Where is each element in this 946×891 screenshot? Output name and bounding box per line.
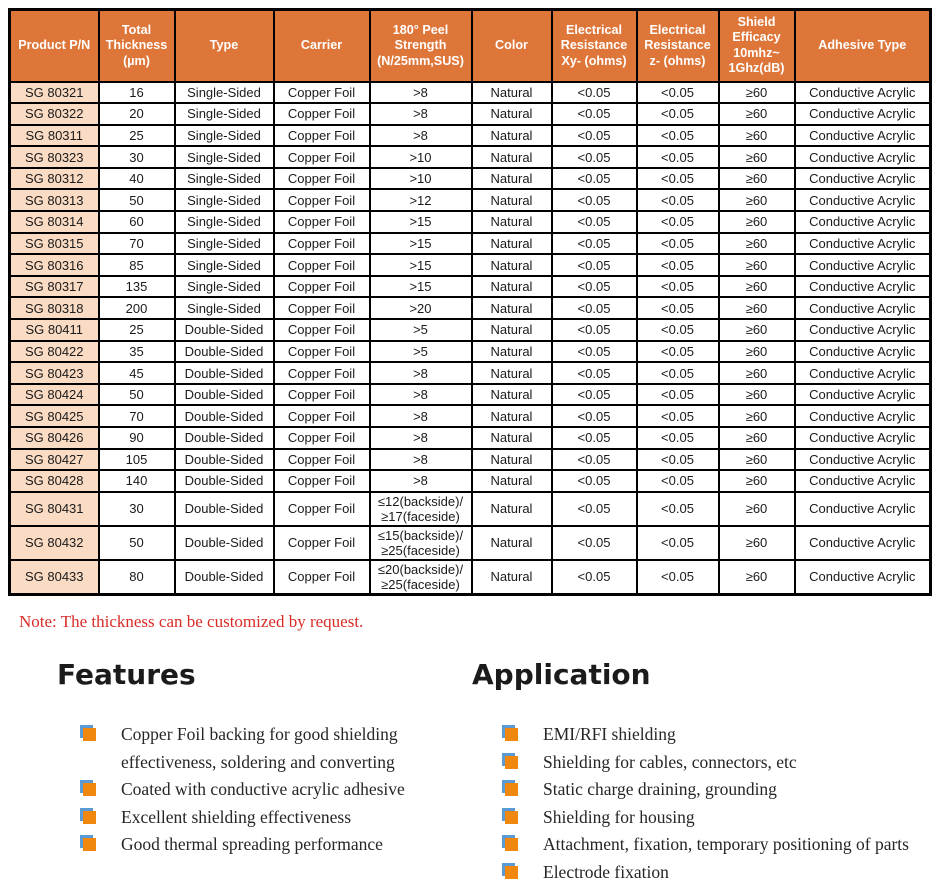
table-row	[10, 82, 931, 104]
table-cell: <0.05	[637, 362, 719, 384]
table-row	[10, 254, 931, 276]
table-cell: >8	[370, 125, 472, 147]
table-cell: <0.05	[552, 560, 637, 595]
table-cell: <0.05	[552, 427, 637, 449]
table-cell: Natural	[472, 168, 552, 190]
table-cell: Natural	[472, 362, 552, 384]
table-cell: Copper Foil	[274, 146, 370, 168]
product-pn-cell: SG 80425	[10, 405, 99, 427]
table-cell: Conductive Acrylic	[795, 233, 931, 255]
table-row	[10, 427, 931, 449]
table-cell: ≥60	[719, 146, 795, 168]
product-pn-cell: SG 80424	[10, 384, 99, 406]
table-cell: Natural	[472, 470, 552, 492]
table-row	[10, 492, 931, 526]
table-cell: 25	[99, 319, 175, 341]
product-pn-cell: SG 80428	[10, 470, 99, 492]
table-cell: ≥60	[719, 103, 795, 125]
bullet-square-icon	[83, 783, 96, 796]
application-section	[472, 658, 942, 886]
column-header: Shield Efficacy 10mhz~ 1Ghz(dB)	[719, 10, 795, 82]
table-cell: Conductive Acrylic	[795, 560, 931, 595]
column-header: Electrical Resistance z- (ohms)	[637, 10, 719, 82]
table-cell: Natural	[472, 103, 552, 125]
bullet-square-icon	[83, 838, 96, 851]
table-cell: <0.05	[637, 341, 719, 363]
table-cell: <0.05	[552, 233, 637, 255]
table-cell: >15	[370, 254, 472, 276]
table-cell: Conductive Acrylic	[795, 341, 931, 363]
table-cell: >15	[370, 276, 472, 298]
table-cell: Copper Foil	[274, 168, 370, 190]
table-cell: Natural	[472, 341, 552, 363]
table-cell: <0.05	[637, 297, 719, 319]
product-pn-cell: SG 80312	[10, 168, 99, 190]
table-cell: 30	[99, 146, 175, 168]
table-cell: 135	[99, 276, 175, 298]
table-cell: 105	[99, 449, 175, 471]
product-pn-cell: SG 80432	[10, 526, 99, 560]
table-row	[10, 276, 931, 298]
table-cell: <0.05	[637, 254, 719, 276]
table-cell: <0.05	[637, 427, 719, 449]
product-pn-cell: SG 80314	[10, 211, 99, 233]
product-pn-cell: SG 80318	[10, 297, 99, 319]
table-cell: <0.05	[552, 211, 637, 233]
table-cell: Single-Sided	[175, 103, 274, 125]
table-cell: Single-Sided	[175, 125, 274, 147]
table-cell: ≥60	[719, 560, 795, 595]
table-cell: Copper Foil	[274, 297, 370, 319]
product-pn-cell: SG 80313	[10, 189, 99, 211]
table-cell: Natural	[472, 254, 552, 276]
bullet-square-icon	[83, 728, 96, 741]
table-cell: 25	[99, 125, 175, 147]
table-cell: ≤20(backside)/ ≥25(faceside)	[370, 560, 472, 595]
table-cell: <0.05	[552, 319, 637, 341]
table-cell: <0.05	[637, 189, 719, 211]
list-item-text: Excellent shielding effectiveness	[121, 806, 352, 827]
table-cell: 35	[99, 341, 175, 363]
table-body	[10, 82, 931, 595]
table-cell: >8	[370, 82, 472, 104]
table-cell: ≥60	[719, 125, 795, 147]
table-cell: 50	[99, 526, 175, 560]
table-cell: ≥60	[719, 276, 795, 298]
table-cell: Double-Sided	[175, 405, 274, 427]
table-cell: <0.05	[637, 211, 719, 233]
table-cell: ≥60	[719, 168, 795, 190]
table-cell: <0.05	[552, 125, 637, 147]
table-cell: <0.05	[637, 405, 719, 427]
table-cell: Copper Foil	[274, 82, 370, 104]
table-cell: <0.05	[552, 168, 637, 190]
table-cell: >10	[370, 146, 472, 168]
list-item-text: Static charge draining, grounding	[543, 779, 777, 799]
table-row	[10, 103, 931, 125]
table-cell: >15	[370, 211, 472, 233]
table-cell: >8	[370, 449, 472, 471]
table-cell: Copper Foil	[274, 125, 370, 147]
table-cell: Double-Sided	[175, 560, 274, 595]
list-item	[505, 721, 942, 749]
bullet-square-icon	[83, 811, 96, 824]
table-cell: 70	[99, 233, 175, 255]
table-cell: ≥60	[719, 211, 795, 233]
table-cell: 80	[99, 560, 175, 595]
table-cell: ≥60	[719, 254, 795, 276]
table-cell: <0.05	[637, 82, 719, 104]
table-cell: Double-Sided	[175, 449, 274, 471]
table-cell: <0.05	[637, 384, 719, 406]
table-cell: Single-Sided	[175, 297, 274, 319]
product-pn-cell: SG 80423	[10, 362, 99, 384]
table-cell: <0.05	[552, 297, 637, 319]
table-cell: Natural	[472, 384, 552, 406]
table-cell: <0.05	[552, 82, 637, 104]
table-cell: ≥60	[719, 492, 795, 526]
table-cell: 70	[99, 405, 175, 427]
table-cell: Natural	[472, 276, 552, 298]
table-cell: Conductive Acrylic	[795, 211, 931, 233]
table-cell: Copper Foil	[274, 384, 370, 406]
table-cell: ≥60	[719, 319, 795, 341]
table-cell: <0.05	[637, 125, 719, 147]
bullet-square-icon	[505, 783, 518, 796]
list-item	[83, 776, 457, 804]
list-item	[83, 721, 457, 776]
table-cell: <0.05	[552, 254, 637, 276]
table-cell: Single-Sided	[175, 211, 274, 233]
table-row	[10, 125, 931, 147]
table-cell: Natural	[472, 526, 552, 560]
table-cell: Copper Foil	[274, 362, 370, 384]
table-header-row	[10, 10, 931, 82]
bullet-square-icon	[505, 811, 518, 824]
list-item-text: Attachment, fixation, temporary positioning of parts	[543, 834, 909, 854]
table-cell: Copper Foil	[274, 449, 370, 471]
table-cell: <0.05	[637, 492, 719, 526]
table-cell: <0.05	[637, 168, 719, 190]
table-cell: Conductive Acrylic	[795, 146, 931, 168]
table-cell: Single-Sided	[175, 276, 274, 298]
table-cell: ≥60	[719, 470, 795, 492]
table-cell: >8	[370, 384, 472, 406]
table-cell: Natural	[472, 319, 552, 341]
table-row	[10, 526, 931, 560]
table-cell: <0.05	[552, 470, 637, 492]
table-cell: ≥60	[719, 233, 795, 255]
table-cell: <0.05	[637, 233, 719, 255]
table-cell: <0.05	[637, 319, 719, 341]
table-cell: >10	[370, 168, 472, 190]
table-cell: Copper Foil	[274, 189, 370, 211]
table-row	[10, 341, 931, 363]
product-pn-cell: SG 80311	[10, 125, 99, 147]
table-cell: Conductive Acrylic	[795, 254, 931, 276]
column-header: Carrier	[274, 10, 370, 82]
table-cell: Single-Sided	[175, 82, 274, 104]
product-pn-cell: SG 80426	[10, 427, 99, 449]
table-cell: Copper Foil	[274, 526, 370, 560]
table-cell: ≥60	[719, 384, 795, 406]
table-cell: Conductive Acrylic	[795, 82, 931, 104]
table-cell: Conductive Acrylic	[795, 492, 931, 526]
table-cell: Natural	[472, 211, 552, 233]
table-cell: ≥60	[719, 449, 795, 471]
table-cell: <0.05	[637, 276, 719, 298]
table-cell: ≤12(backside)/ ≥17(faceside)	[370, 492, 472, 526]
table-cell: Conductive Acrylic	[795, 297, 931, 319]
list-item-text: EMI/RFI shielding	[543, 724, 676, 744]
product-pn-cell: SG 80323	[10, 146, 99, 168]
table-cell: 90	[99, 427, 175, 449]
column-header: Electrical Resistance Xy- (ohms)	[552, 10, 637, 82]
product-pn-cell: SG 80431	[10, 492, 99, 526]
table-cell: Copper Foil	[274, 276, 370, 298]
list-item	[505, 804, 942, 832]
table-cell: ≥60	[719, 82, 795, 104]
list-item-text: Shielding for cables, connectors, etc	[543, 751, 797, 772]
table-cell: Conductive Acrylic	[795, 168, 931, 190]
table-cell: ≥60	[719, 427, 795, 449]
table-cell: 140	[99, 470, 175, 492]
table-cell: Conductive Acrylic	[795, 103, 931, 125]
note-text: Note: The thickness can be customized by request.	[19, 612, 364, 631]
list-item-text: Shielding for housing	[543, 806, 695, 827]
table-row	[10, 470, 931, 492]
product-pn-cell: SG 80422	[10, 341, 99, 363]
table-cell: Conductive Acrylic	[795, 526, 931, 560]
table-row	[10, 297, 931, 319]
table-cell: ≥60	[719, 526, 795, 560]
table-cell: >8	[370, 470, 472, 492]
table-row	[10, 449, 931, 471]
table-cell: Single-Sided	[175, 189, 274, 211]
table-cell: <0.05	[552, 103, 637, 125]
table-cell: <0.05	[637, 146, 719, 168]
table-cell: Single-Sided	[175, 233, 274, 255]
column-header: Product P/N	[10, 10, 99, 82]
column-header: Type	[175, 10, 274, 82]
table-cell: <0.05	[637, 470, 719, 492]
list-item	[505, 776, 942, 804]
table-cell: Natural	[472, 560, 552, 595]
list-item	[505, 831, 942, 859]
table-cell: Double-Sided	[175, 341, 274, 363]
table-cell: 60	[99, 211, 175, 233]
table-cell: Copper Foil	[274, 560, 370, 595]
list-item	[83, 831, 457, 859]
column-header: Color	[472, 10, 552, 82]
table-cell: ≥60	[719, 297, 795, 319]
table-cell: Conductive Acrylic	[795, 470, 931, 492]
table-cell: Copper Foil	[274, 103, 370, 125]
table-cell: <0.05	[552, 492, 637, 526]
table-cell: <0.05	[552, 384, 637, 406]
table-cell: Copper Foil	[274, 405, 370, 427]
product-pn-cell: SG 80317	[10, 276, 99, 298]
table-cell: Natural	[472, 125, 552, 147]
table-cell: Natural	[472, 492, 552, 526]
table-cell: 50	[99, 384, 175, 406]
column-header: Total Thickness (µm)	[99, 10, 175, 82]
table-cell: Copper Foil	[274, 470, 370, 492]
table-cell: Conductive Acrylic	[795, 276, 931, 298]
table-cell: ≥60	[719, 362, 795, 384]
table-cell: Copper Foil	[274, 254, 370, 276]
table-cell: 85	[99, 254, 175, 276]
table-row	[10, 319, 931, 341]
column-header: 180° Peel Strength (N/25mm,SUS)	[370, 10, 472, 82]
table-cell: 20	[99, 103, 175, 125]
table-cell: Double-Sided	[175, 492, 274, 526]
column-header: Adhesive Type	[795, 10, 931, 82]
table-cell: Natural	[472, 189, 552, 211]
list-item-text: Coated with conductive acrylic adhesive	[121, 779, 405, 799]
table-cell: Conductive Acrylic	[795, 384, 931, 406]
table-cell: <0.05	[637, 103, 719, 125]
list-item	[505, 859, 942, 887]
table-cell: Double-Sided	[175, 384, 274, 406]
table-cell: ≥60	[719, 341, 795, 363]
table-row	[10, 233, 931, 255]
table-cell: Single-Sided	[175, 146, 274, 168]
table-cell: 200	[99, 297, 175, 319]
table-row	[10, 146, 931, 168]
table-cell: Double-Sided	[175, 362, 274, 384]
table-cell: <0.05	[552, 146, 637, 168]
table-cell: >8	[370, 103, 472, 125]
table-cell: <0.05	[552, 526, 637, 560]
table-cell: Double-Sided	[175, 319, 274, 341]
table-cell: >12	[370, 189, 472, 211]
table-cell: Copper Foil	[274, 427, 370, 449]
table-cell: <0.05	[552, 449, 637, 471]
table-cell: <0.05	[552, 189, 637, 211]
table-cell: Natural	[472, 405, 552, 427]
table-cell: Conductive Acrylic	[795, 427, 931, 449]
list-item-text: Electrode fixation	[543, 861, 669, 882]
table-cell: Copper Foil	[274, 211, 370, 233]
features-section	[57, 658, 457, 859]
table-cell: <0.05	[552, 405, 637, 427]
table-cell: Natural	[472, 82, 552, 104]
product-pn-cell: SG 80316	[10, 254, 99, 276]
product-pn-cell: SG 80315	[10, 233, 99, 255]
table-cell: 50	[99, 189, 175, 211]
table-row	[10, 189, 931, 211]
application-list	[505, 721, 942, 886]
features-list	[83, 721, 457, 859]
product-pn-cell: SG 80321	[10, 82, 99, 104]
list-item	[83, 804, 457, 832]
table-cell: Single-Sided	[175, 254, 274, 276]
table-cell: >8	[370, 427, 472, 449]
table-cell: Conductive Acrylic	[795, 189, 931, 211]
table-cell: >8	[370, 362, 472, 384]
table-cell: ≥60	[719, 405, 795, 427]
table-cell: Natural	[472, 233, 552, 255]
table-cell: <0.05	[637, 526, 719, 560]
table-cell: Copper Foil	[274, 492, 370, 526]
table-cell: Single-Sided	[175, 168, 274, 190]
list-item-text: Copper Foil backing for good shielding effectiveness, soldering and converting	[121, 724, 398, 772]
table-cell: <0.05	[637, 560, 719, 595]
product-pn-cell: SG 80411	[10, 319, 99, 341]
table-cell: Conductive Acrylic	[795, 362, 931, 384]
table-cell: <0.05	[552, 276, 637, 298]
application-title: Application	[472, 658, 651, 691]
table-cell: Conductive Acrylic	[795, 405, 931, 427]
table-cell: 45	[99, 362, 175, 384]
table-cell: Natural	[472, 297, 552, 319]
table-cell: <0.05	[552, 341, 637, 363]
table-row	[10, 405, 931, 427]
table-row	[10, 168, 931, 190]
list-item-text: Good thermal spreading performance	[121, 834, 383, 854]
table-cell: >5	[370, 319, 472, 341]
table-cell: >8	[370, 405, 472, 427]
table-cell: Copper Foil	[274, 341, 370, 363]
product-pn-cell: SG 80433	[10, 560, 99, 595]
table-cell: ≤15(backside)/ ≥25(faceside)	[370, 526, 472, 560]
table-cell: Natural	[472, 427, 552, 449]
product-spec-table	[8, 8, 932, 596]
table-cell: >15	[370, 233, 472, 255]
table-cell: >5	[370, 341, 472, 363]
product-pn-cell: SG 80427	[10, 449, 99, 471]
table-row	[10, 560, 931, 595]
table-cell: <0.05	[637, 449, 719, 471]
list-item	[505, 749, 942, 777]
table-cell: Conductive Acrylic	[795, 125, 931, 147]
features-title: Features	[57, 658, 196, 691]
table-cell: 16	[99, 82, 175, 104]
table-cell: <0.05	[552, 362, 637, 384]
table-row	[10, 362, 931, 384]
table-cell: Copper Foil	[274, 233, 370, 255]
bullet-square-icon	[505, 838, 518, 851]
table-cell: Double-Sided	[175, 470, 274, 492]
bullet-square-icon	[505, 728, 518, 741]
product-pn-cell: SG 80322	[10, 103, 99, 125]
table-row	[10, 211, 931, 233]
table-cell: >20	[370, 297, 472, 319]
table-cell: Copper Foil	[274, 319, 370, 341]
table-cell: Natural	[472, 146, 552, 168]
table-cell: Double-Sided	[175, 427, 274, 449]
table-cell: Natural	[472, 449, 552, 471]
bullet-square-icon	[505, 866, 518, 879]
table-row	[10, 384, 931, 406]
bullet-square-icon	[505, 756, 518, 769]
table-cell: Conductive Acrylic	[795, 319, 931, 341]
table-cell: 40	[99, 168, 175, 190]
table-cell: Conductive Acrylic	[795, 449, 931, 471]
table-cell: Double-Sided	[175, 526, 274, 560]
table-cell: 30	[99, 492, 175, 526]
table-cell: ≥60	[719, 189, 795, 211]
